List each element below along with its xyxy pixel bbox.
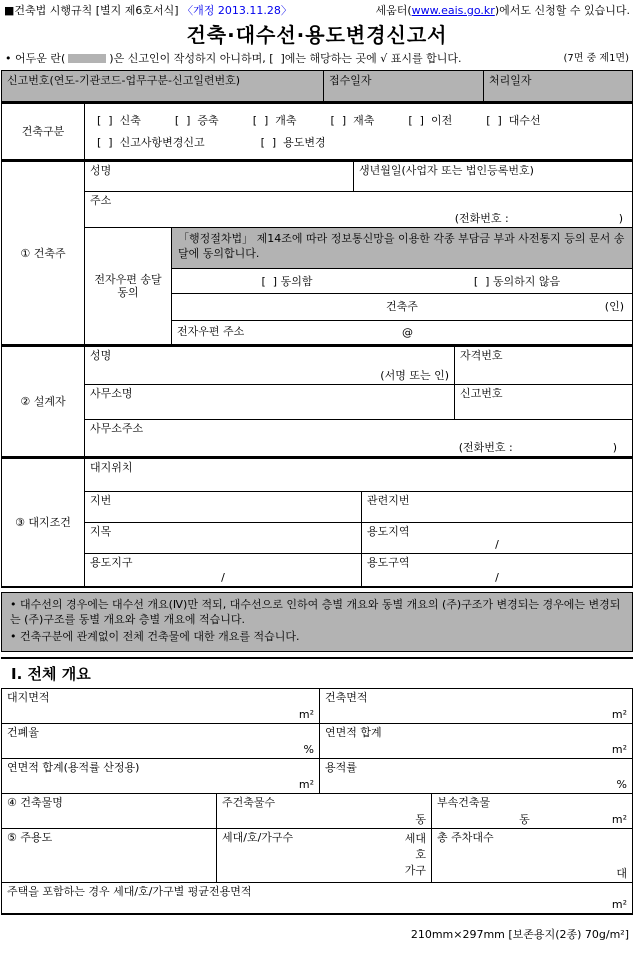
annex-building-cell <box>432 794 632 828</box>
email-consent-block <box>85 228 632 344</box>
unit-label: m² <box>611 813 627 826</box>
option-label: 증축 <box>197 113 219 127</box>
designer-name-row <box>85 347 632 385</box>
site-section-label: ③ 대지조건 <box>2 459 85 586</box>
unit-label: 호 <box>415 848 426 861</box>
land-category-field: 지목 <box>85 523 362 553</box>
phone-label: (전화번호 : <box>458 441 513 454</box>
checkbox-icon[interactable]: [ ] <box>408 113 424 127</box>
owner-name-field: 성명 <box>85 162 354 191</box>
sign-or-seal-note: (서명 또는 인) <box>380 369 449 382</box>
owner-birth-field: 생년월일(사업자 또는 법인등록번호) <box>359 164 534 177</box>
unit-label: m² <box>298 778 314 791</box>
main-building-count-cell <box>217 794 432 828</box>
gross-floor-area-cell <box>320 724 632 758</box>
owner-section-label: ① 건축주 <box>2 162 85 344</box>
designer-license-field: 자격번호 <box>460 349 503 362</box>
unit-label: 세대 <box>404 832 426 845</box>
option-label: 신고사항변경신고 <box>119 136 205 150</box>
table-row <box>2 689 632 724</box>
slash-separator: / <box>495 571 499 584</box>
owner-phone <box>90 212 627 225</box>
checkbox-option-major-repair[interactable] <box>486 114 540 127</box>
use-zone-field <box>362 523 632 553</box>
checkbox-icon[interactable]: [ ] <box>97 113 113 127</box>
revision-date: 〈개정 2013.11.28〉 <box>182 4 292 17</box>
phone-close: ) <box>612 441 617 454</box>
designer-section <box>1 346 633 458</box>
site-category-row <box>85 523 632 554</box>
consent-choices-row <box>172 269 632 294</box>
floor-area-ratio-cell <box>320 759 632 793</box>
main-building-count-label: 주건축물수 <box>222 796 276 809</box>
building-area-label: 건축면적 <box>325 691 368 704</box>
coverage-ratio-label: 건폐율 <box>7 726 39 739</box>
phone-label: (전화번호 : <box>454 212 509 225</box>
designer-report-no-field: 신고번호 <box>460 387 503 400</box>
use-area-field <box>362 554 632 586</box>
annex-building-label: 부속건축물 <box>437 796 491 809</box>
table-row <box>2 829 632 883</box>
building-area-cell <box>320 689 632 723</box>
unit-count-units <box>405 831 426 879</box>
avg-exclusive-area-label: 주택을 포함하는 경우 세대/호/가구별 평균전용면적 <box>7 885 252 898</box>
overview-table <box>1 688 633 915</box>
checkbox-option-extension[interactable] <box>175 114 219 127</box>
document-header <box>1 0 633 21</box>
unit-label: % <box>616 778 627 791</box>
gross-floor-area-label: 연면적 합계 <box>325 726 382 739</box>
at-sign: @ <box>402 326 413 339</box>
options-line-1 <box>97 114 632 127</box>
instruction-pre: • 어두운 란( <box>5 52 66 65</box>
eais-suffix: )에서도 신청할 수 있습니다. <box>494 4 630 17</box>
receipt-section <box>1 70 633 103</box>
note-line: • 대수선의 경우에는 대수선 개요(Ⅳ)만 적되, 대수선으로 인하여 층별 개요와 동별 개요의 (주)구조가 변경되는 경우에는 변경되는 (주)구조를 동별 개요와 층별 개요에 적습니다. <box>10 598 621 626</box>
dark-cell-swatch <box>68 54 106 63</box>
checkbox-option-new-construction[interactable] <box>97 114 141 127</box>
checkbox-icon[interactable]: [ ] <box>486 113 502 127</box>
regulation-text: ■건축법 시행규칙 [별지 제6호서식] <box>4 4 179 17</box>
parking-count-cell <box>432 829 632 882</box>
site-area-label: 대지면적 <box>7 691 50 704</box>
option-label: 이전 <box>430 113 453 127</box>
note-line: • 건축구분에 관계없이 전체 건축물에 대한 개요를 적습니다. <box>10 630 300 643</box>
unit-count-cell <box>217 829 432 882</box>
lot-number-field: 지번 <box>85 492 362 522</box>
checkbox-icon[interactable]: [ ] <box>252 113 269 127</box>
gross-area-far-cell <box>2 759 320 793</box>
table-row <box>2 759 632 794</box>
owner-content <box>85 162 632 344</box>
designer-name-label: 성명 <box>90 349 112 362</box>
email-address-row <box>172 321 632 343</box>
unit-label: m² <box>298 708 314 721</box>
owner-section <box>1 161 633 346</box>
eais-link[interactable]: www.eais.go.kr <box>411 4 495 17</box>
disagree-label: [ ] 동의하지 않음 <box>473 274 561 288</box>
notes-box <box>1 592 633 652</box>
designer-name-field <box>85 347 455 384</box>
avg-exclusive-area-cell <box>2 883 632 913</box>
instruction-post: )은 신고인이 작성하지 아니하며, [ ]에는 해당하는 곳에 √ 표시를 합니다. <box>109 52 462 65</box>
phone-close: ) <box>618 212 623 225</box>
option-label: 용도변경 <box>283 136 326 150</box>
floor-area-ratio-label: 용적률 <box>325 761 357 774</box>
table-row <box>2 724 632 759</box>
regulation-reference <box>4 4 292 17</box>
checkbox-icon[interactable]: [ ] <box>260 136 277 150</box>
slash-separator: / <box>221 571 225 584</box>
option-label: 신축 <box>119 113 141 127</box>
checkbox-icon[interactable]: [ ] <box>330 113 347 127</box>
construction-type-label: 건축구분 <box>2 104 85 159</box>
checkbox-option-relocation[interactable] <box>408 114 452 127</box>
unit-label: 가구 <box>404 864 426 877</box>
checkbox-option-disagree[interactable] <box>402 269 632 293</box>
checkbox-icon[interactable]: [ ] <box>174 113 191 127</box>
seal-label: (인) <box>604 300 624 313</box>
unit-label: 동 <box>415 813 426 826</box>
use-district-label: 용도지구 <box>90 556 133 569</box>
option-label: 개축 <box>275 113 297 127</box>
site-content <box>85 459 632 586</box>
designer-office-address-row <box>85 420 632 456</box>
unit-label: % <box>303 743 314 756</box>
overview-section-title: Ⅰ. 전체 개요 <box>11 665 91 683</box>
table-row <box>2 794 632 829</box>
unit-label: m² <box>611 743 627 756</box>
agree-label: [ ] 동의함 <box>261 274 313 288</box>
unit-label: m² <box>611 708 627 721</box>
eais-prefix: 세움터( <box>375 4 412 17</box>
owner-name-row <box>85 162 632 192</box>
email-consent-content <box>172 228 632 344</box>
parking-count-label: 총 주차대수 <box>437 831 494 844</box>
unit-label: 대 <box>616 867 627 880</box>
designer-office-row <box>85 385 632 420</box>
checkbox-option-reconstruction[interactable] <box>331 114 375 127</box>
site-location-field: 대지위치 <box>85 459 632 492</box>
use-district-field <box>85 554 362 586</box>
designer-office-field: 사무소명 <box>85 385 455 419</box>
report-number-cell: 신고번호(연도-기관코드-업무구분-신고일련번호) <box>2 71 324 101</box>
owner-address-row <box>85 192 632 228</box>
option-label: 재축 <box>353 113 375 127</box>
site-section <box>1 458 633 588</box>
owner-address-label: 주소 <box>90 194 112 207</box>
main-use-cell: ⑤ 주용도 <box>2 829 217 882</box>
checkbox-icon[interactable]: [ ] <box>97 136 113 150</box>
gross-area-far-label: 연면적 합계(용적률 산정용) <box>7 761 140 774</box>
checkbox-option-use-change[interactable] <box>261 136 326 149</box>
construction-type-options <box>85 104 632 159</box>
option-label: 대수선 <box>508 113 541 127</box>
checkbox-option-renovation[interactable] <box>253 114 297 127</box>
consent-signature-row <box>172 294 632 321</box>
page-number: (7면 중 제1면) <box>563 53 629 64</box>
related-lot-field: 관련지번 <box>367 494 410 507</box>
signer-label: 건축주 <box>386 300 418 313</box>
slash-separator: / <box>495 538 499 551</box>
options-line-2 <box>97 136 632 149</box>
instruction-row <box>1 50 633 70</box>
paper-spec-footer: 210mm×297mm [보존용지(2종) 70g/m²] <box>410 928 629 941</box>
checkbox-option-report-change[interactable] <box>97 136 205 149</box>
use-zone-label: 용도지역 <box>367 525 410 538</box>
instruction-text <box>5 52 462 65</box>
email-address-label: 전자우편 주소 <box>177 325 245 338</box>
coverage-ratio-cell <box>2 724 320 758</box>
construction-type-section <box>1 103 633 161</box>
email-consent-label: 전자우편 송달동의 <box>85 228 172 344</box>
consent-statement: 「행정절차법」 제14조에 따라 정보통신망을 이용한 각종 부담금 부과 사전통지 등의 문서 송달에 동의합니다. <box>172 228 632 269</box>
building-name-cell: ④ 건축물명 <box>2 794 217 828</box>
eais-notice <box>375 4 630 17</box>
designer-content <box>85 347 632 456</box>
site-area-cell <box>2 689 320 723</box>
designer-section-label: ② 설계자 <box>2 347 85 456</box>
receipt-date-cell: 접수일자 <box>324 71 484 101</box>
unit-count-label: 세대/호/가구수 <box>222 831 294 844</box>
unit-label: m² <box>611 898 627 911</box>
site-district-row <box>85 554 632 586</box>
use-area-label: 용도구역 <box>367 556 410 569</box>
process-date-cell: 처리일자 <box>489 74 532 87</box>
form-title: 건축·대수선·용도변경신고서 <box>186 23 448 47</box>
site-lot-row <box>85 492 632 523</box>
designer-phone <box>90 441 627 454</box>
designer-office-address-label: 사무소주소 <box>90 422 144 435</box>
checkbox-option-agree[interactable] <box>172 269 402 293</box>
unit-label: 동 <box>519 813 530 826</box>
annex-units <box>437 813 627 826</box>
